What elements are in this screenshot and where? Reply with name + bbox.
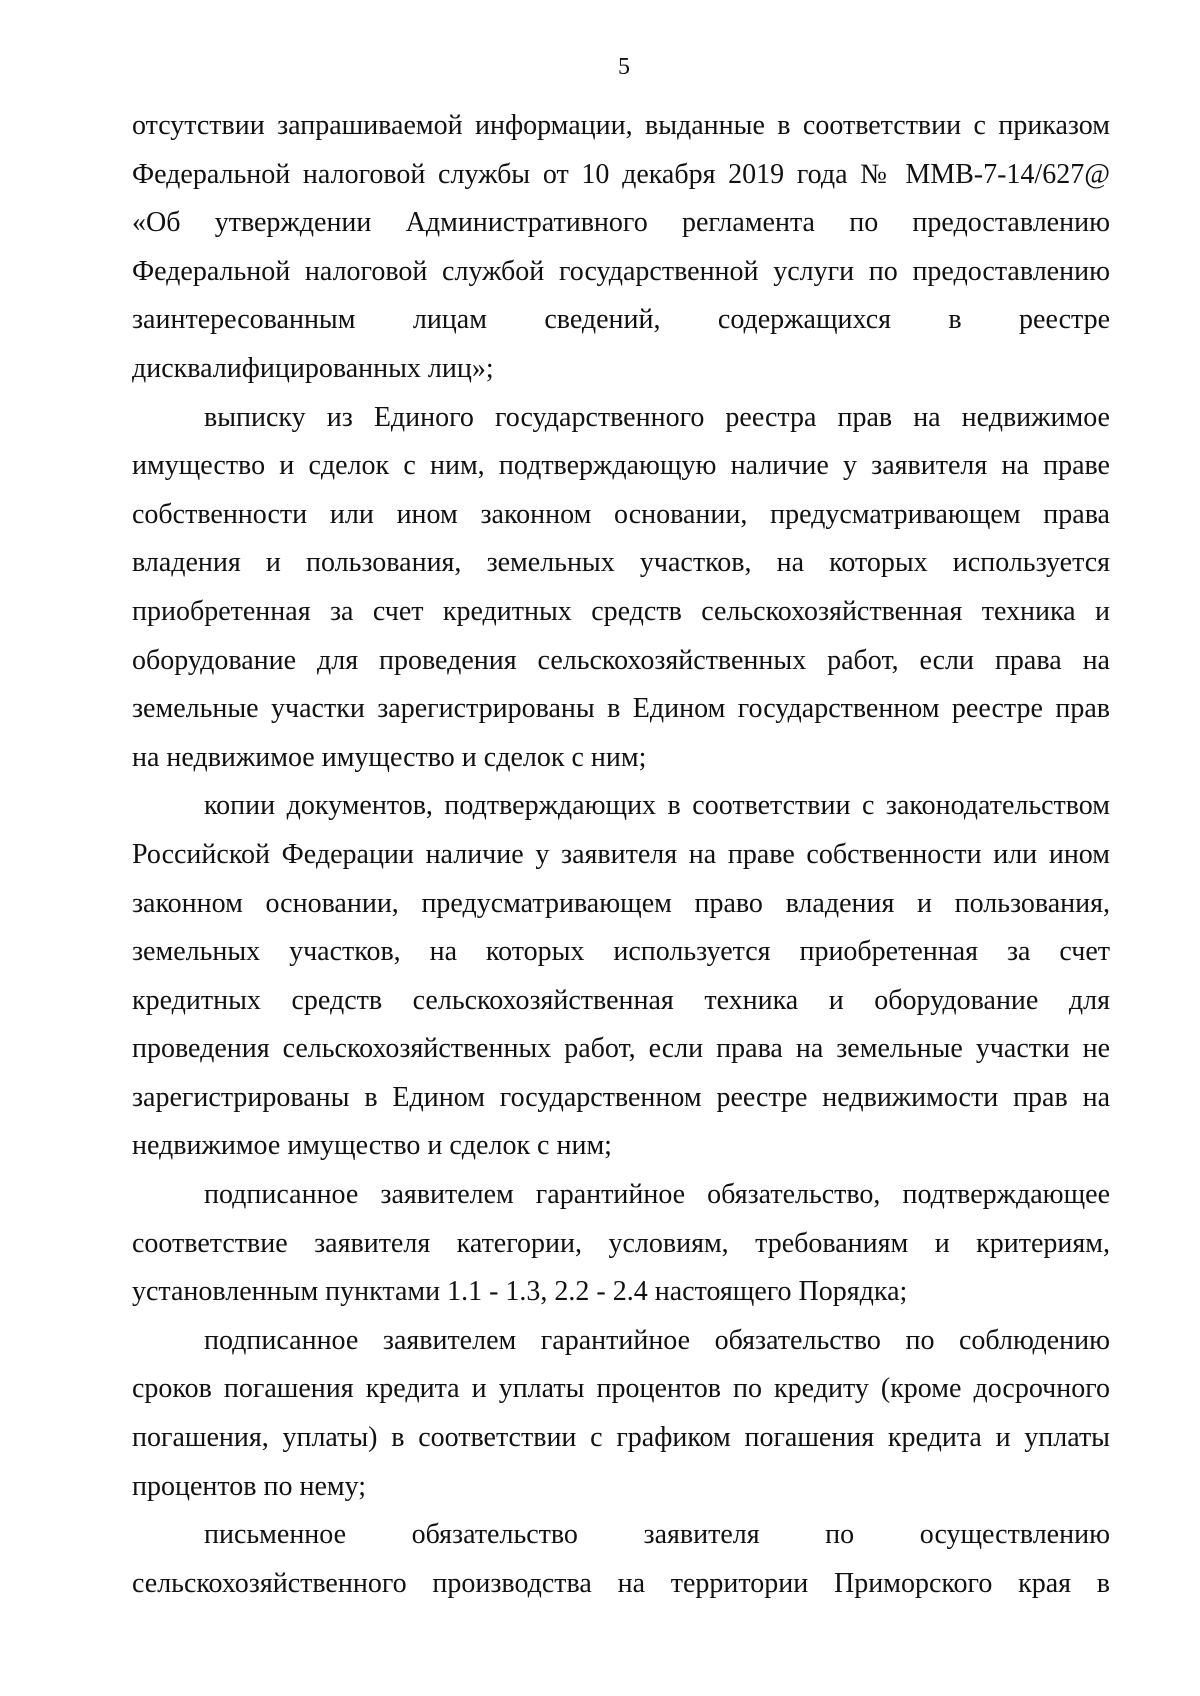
text-line: сроков погашения кредита и уплаты процентов по кредиту (кроме досрочного	[132, 1373, 1110, 1405]
paragraph	[132, 1171, 1110, 1317]
page-number: 5	[618, 54, 630, 80]
text-line: кредитных средств сельскохозяйственная техника и оборудование для	[132, 984, 1110, 1016]
text-line: соответствие заявителя категории, условиям, требованиям и критериям,	[132, 1227, 1110, 1259]
text-line: подписанное заявителем гарантийное обязательство, подтверждающее	[204, 1179, 1110, 1211]
text-line: погашения, уплаты) в соответствии с графиком погашения кредита и уплаты	[132, 1422, 1110, 1454]
document-body	[132, 102, 1110, 1608]
text-line: земельных участков, на которых используется приобретенная за счет	[132, 936, 1110, 968]
text-line: подписанное заявителем гарантийное обязательство по соблюдению	[204, 1324, 1110, 1356]
text-line: дисквалифицированных лиц»;	[132, 352, 494, 384]
text-line: отсутствии запрашиваемой информации, выданные в соответствии с приказом	[132, 110, 1110, 141]
text-line: зарегистрированы в Едином государственном реестре недвижимости прав на	[132, 1081, 1110, 1113]
paragraph	[132, 1511, 1110, 1608]
text-line: оборудование для проведения сельскохозяйственных работ, если права на	[132, 644, 1110, 676]
text-line: недвижимое имущество и сделок с ним;	[132, 1130, 612, 1162]
paragraph	[132, 394, 1110, 783]
text-line: законном основании, предусматривающем право владения и пользования,	[132, 887, 1110, 919]
text-line: собственности или ином законном основании, предусматривающем права	[132, 498, 1110, 530]
paragraph	[132, 102, 1110, 394]
text-line: Российской Федерации наличие у заявителя на праве собственности или ином	[132, 838, 1110, 870]
paragraph	[132, 1317, 1110, 1511]
text-line: «Об утверждении Административного регламента по предоставлению	[132, 207, 1110, 239]
paragraph	[132, 782, 1110, 1171]
text-line: Федеральной налоговой службой государственной услуги по предоставлению	[132, 255, 1110, 287]
text-line: сельскохозяйственного производства на территории Приморского края в	[132, 1567, 1110, 1599]
text-line: процентов по нему;	[132, 1470, 366, 1502]
text-line: Федеральной налоговой службы от 10 декабря 2019 года № ММВ-7-14/627@	[132, 158, 1110, 190]
text-line: на недвижимое имущество и сделок с ним;	[132, 741, 647, 773]
text-line: владения и пользования, земельных участков, на которых используется	[132, 547, 1110, 579]
text-line: копии документов, подтверждающих в соответствии с законодательством	[204, 790, 1110, 822]
text-line: имущество и сделок с ним, подтверждающую наличие у заявителя на праве	[132, 450, 1110, 482]
text-line: приобретенная за счет кредитных средств сельскохозяйственная техника и	[132, 595, 1110, 627]
text-line: проведения сельскохозяйственных работ, если права на земельные участки не	[132, 1033, 1110, 1065]
text-line: выписку из Единого государственного реестра прав на недвижимое	[204, 401, 1110, 433]
text-line: заинтересованным лицам сведений, содержащихся в реестре	[132, 304, 1110, 336]
text-line: письменное обязательство заявителя по осуществлению	[204, 1519, 1110, 1551]
text-line: земельные участки зарегистрированы в Едином государственном реестре прав	[132, 693, 1110, 725]
text-line: установленным пунктами 1.1 - 1.3, 2.2 - 2.4 настоящего Порядка;	[132, 1276, 908, 1308]
